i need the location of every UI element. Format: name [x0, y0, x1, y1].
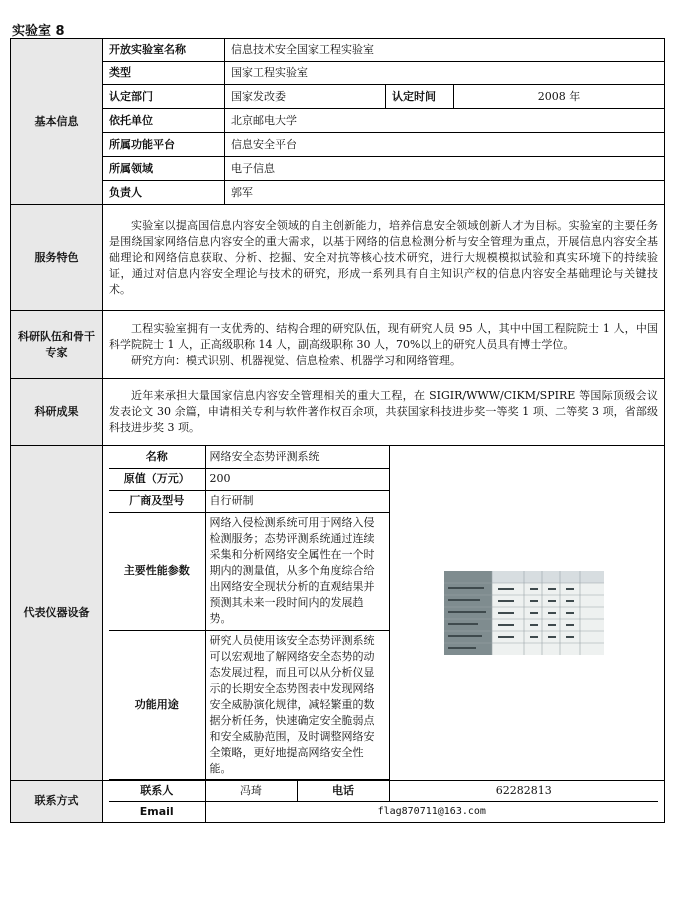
value-platform: 信息安全平台 [225, 133, 665, 157]
section-instrument-label: 代表仪器设备 [23, 605, 90, 619]
label-instrument-performance: 主要性能参数 [109, 512, 205, 630]
label-host: 依托单位 [103, 109, 225, 133]
section-contact: 联系方式 [11, 780, 103, 822]
value-type: 国家工程实验室 [225, 62, 665, 85]
team-directions: 研究方向：模式识别、机器视觉、信息检索、机器学习和网络管理。 [131, 353, 461, 367]
label-email: Email [109, 801, 205, 822]
label-date: 认定时间 [386, 85, 454, 109]
value-host: 北京邮电大学 [225, 109, 665, 133]
value-instrument-function: 研究人员使用该安全态势评测系统可以宏观地了解网络安全态势的动态发展过程，而且可以从分析仪显示的长期安全态势图表中发现网络安全威胁演化规律，减轻繁重的数据分析任务，快速确定安全脆弱点和安全威胁范围，及时调整网络安全策略，更好地提高网络安全性能。 [205, 630, 389, 779]
section-service: 服务特色 [11, 205, 103, 311]
value-lab-name: 信息技术安全国家工程实验室 [225, 39, 665, 62]
label-contact-person: 联系人 [109, 781, 205, 802]
label-instrument-name: 名称 [109, 446, 205, 468]
section-basic-info: 基本信息 [11, 39, 103, 205]
instrument-table [109, 446, 658, 780]
label-head: 负责人 [103, 181, 225, 205]
value-instrument-name: 网络安全态势评测系统 [205, 446, 389, 468]
value-head: 郭军 [225, 181, 665, 205]
achievements-text: 近年来承担大量国家信息内容安全管理相关的重大工程，在 SIGIR/WWW/CIKM/SPIRE 等国际顶级会议发表论文 30 余篇，申请相关专利与软件著作权百余项，共获国家科技进步奖一等奖 1 项、二等奖 3 项，省部级科技进步奖 3 项。 [109, 389, 658, 434]
value-phone: 62282813 [389, 781, 658, 802]
section-team [11, 311, 103, 379]
team-text: 工程实验室拥有一支优秀的、结构合理的研究队伍，现有研究人员 95 人，其中中国工程院院士 1 人，中国科学院院士 1 人，正高级职称 14 人，副高级职称 30 人，70%以上的研究人员具有博士学位。 [109, 321, 658, 351]
page-title: 实验室 8 [12, 24, 65, 39]
value-instrument-maker: 自行研制 [205, 490, 389, 512]
label-type: 类型 [103, 62, 225, 85]
label-field: 所属领域 [103, 157, 225, 181]
lab-info-table [10, 38, 665, 823]
value-email: flag870711@163.com [205, 801, 658, 822]
value-field: 电子信息 [225, 157, 665, 181]
label-phone: 电话 [297, 781, 389, 802]
contact-table [109, 781, 658, 822]
section-achievements: 科研成果 [11, 379, 103, 446]
label-lab-name: 开放实验室名称 [103, 39, 225, 62]
value-date: 2008 年 [454, 85, 665, 109]
label-dept: 认定部门 [103, 85, 225, 109]
service-text: 实验室以提高国信息内容安全领域的自主创新能力，培养信息安全领域创新人才为目标。实验室的主要任务是围绕国家网络信息内容安全的重大需求，以基于网络的信息检测分析与安全管理为重点，开展信息内容安全基础理论和网络信息获取、分析、挖掘、安全对抗等核心技术研究，进行大规模模拟试验和真实环境下的持续验证，通过对信息内容安全理论与技术的研究，形成一系列具有自主知识产权的信息内容安全基础理论与关键技术。 [109, 218, 658, 296]
value-contact-person: 冯琦 [205, 781, 297, 802]
label-platform: 所属功能平台 [103, 133, 225, 157]
value-instrument-performance: 网络入侵检测系统可用于网络入侵检测服务；态势评测系统通过连续采集和分析网络安全属性在一个时期内的测量值，从多个角度综合给出网络安全现状分析的直观结果并预测其未来一段时间内的发展趋势。 [205, 512, 389, 630]
value-dept: 国家发改委 [225, 85, 386, 109]
label-instrument-price: 原值（万元） [109, 468, 205, 490]
label-instrument-maker: 厂商及型号 [109, 490, 205, 512]
instrument-screenshot-image [444, 571, 604, 655]
section-instrument [11, 446, 103, 781]
value-instrument-price: 200 [205, 468, 389, 490]
label-instrument-function: 功能用途 [109, 630, 205, 779]
section-team-label: 科研队伍和骨干专家 [18, 329, 95, 359]
